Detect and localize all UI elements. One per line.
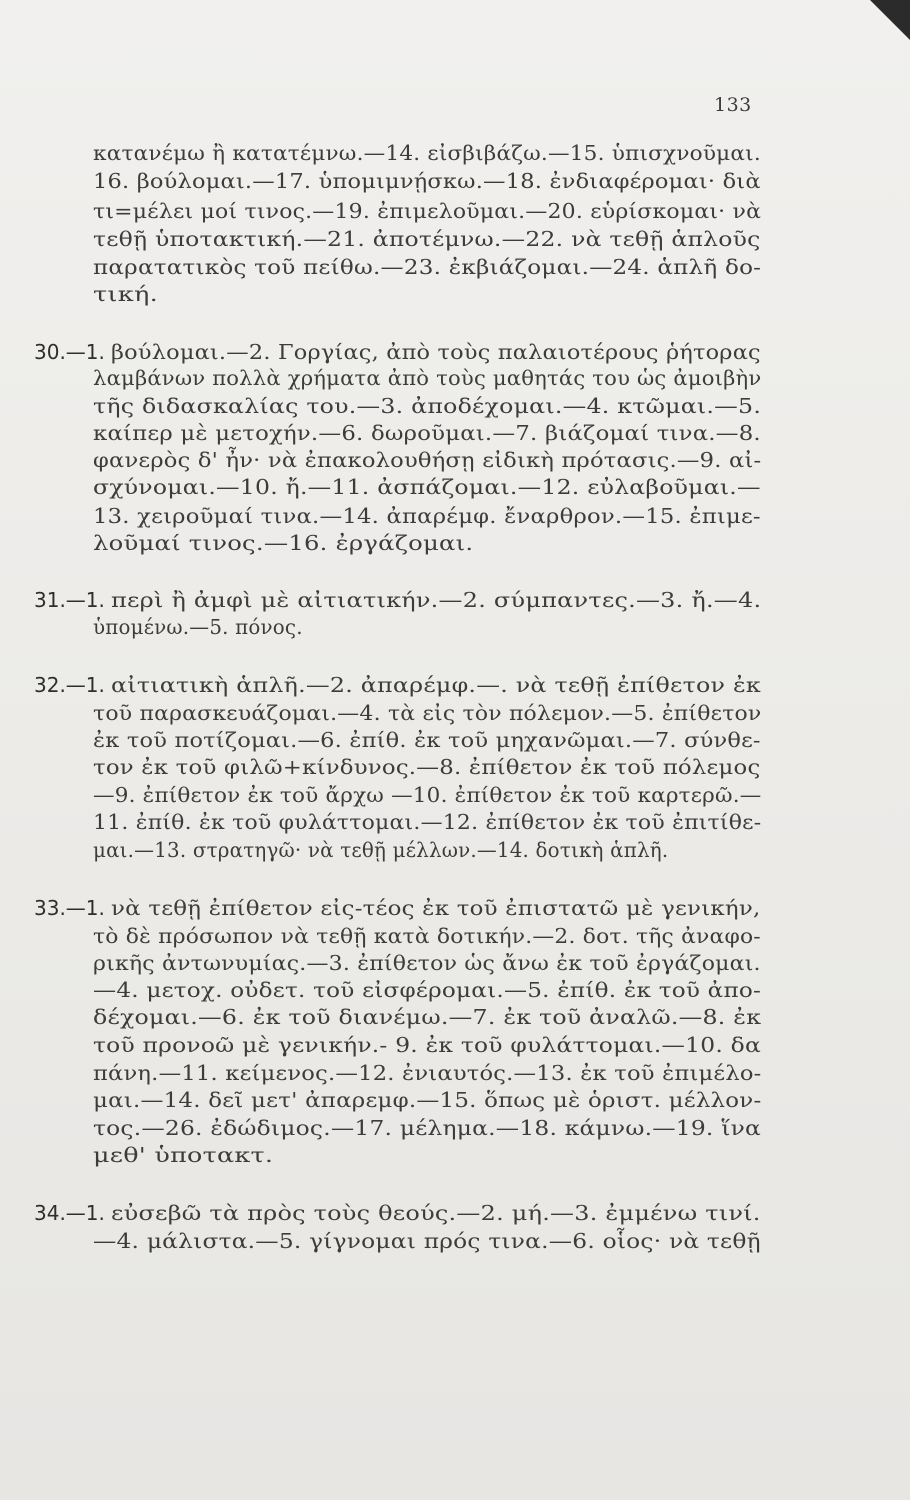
text-line: ὑπομένω.—5. πόνος. [93,615,303,639]
text-line: ἐκ τοῦ ποτίζομαι.—6. ἐπίθ. ἐκ τοῦ μηχανῶμαι.—7. σύνθε- [93,728,761,752]
text-line: δέχομαι.—6. ἐκ τοῦ διανέμω.—7. ἐκ τοῦ ἀναλῶ.—8. ἐκ [93,1005,762,1029]
text-line: τῆς διδασκαλίας του.—3. ἀποδέχομαι.—4. κτῶμαι.—5. [93,394,762,418]
text-line: νὰ τεθῇ ἐπίθετον εἰς-τέος ἐκ τοῦ ἐπιστατῶ μὲ γενικήν, [111,896,761,920]
text-line: 11. ἐπίθ. ἐκ τοῦ φυλάττομαι.—12. ἐπίθετον ἐκ τοῦ ἐπιτίθε- [93,810,762,834]
text-line: τὸ δὲ πρόσωπον νὰ τεθῇ κατὰ δοτικήν.—2. δοτ. τῆς ἀναφο- [93,924,761,948]
text-line: καίπερ μὲ μετοχήν.—6. δωροῦμαι.—7. βιάζομαί τινα.—8. [93,421,761,445]
text-line: —4. μάλιστα.—5. γίγνομαι πρός τινα.—6. οἷος· νὰ τεθῇ [93,1229,761,1253]
text-line: τον ἐκ τοῦ φιλῶ+κίνδυνος.—8. ἐπίθετον ἐκ τοῦ πόλεμος [93,755,761,779]
text-line: 13. χειροῦμαί τινα.—14. ἀπαρέμφ. ἔναρθρον.—15. ἐπιμε- [93,504,761,528]
text-line: περὶ ἢ ἀμφὶ μὲ αἰτιατικήν.—2. σύμπαντες.—3. ἤ.—4. [111,588,762,612]
section-marker: 34.—1. [34,1201,105,1225]
text-line: —4. μετοχ. οὐδετ. τοῦ εἰσφέρομαι.—5. ἐπίθ. ἐκ τοῦ ἀπο- [93,978,762,1002]
section-marker: 32.—1. [34,673,105,697]
section-marker: 33.—1. [34,896,105,920]
text-line: 16. βούλομαι.—17. ὑπομιμνῄσκω.—18. ἐνδιαφέρομαι· διὰ [93,169,761,193]
text-line: τοῦ παρασκευάζομαι.—4. τὰ εἰς τὸν πόλεμον.—5. ἐπίθετον [93,701,762,725]
text-line: μαι.—14. δεῖ μετ' ἀπαρεμφ.—15. ὅπως μὲ ὁριστ. μέλλον- [93,1088,762,1112]
text-line: εὐσεβῶ τὰ πρὸς τοὺς θεούς.—2. μή.—3. ἐμμένω τινί. [111,1201,761,1225]
page-corner-shadow [870,0,910,40]
text-line: τική. [93,282,158,306]
text-line: παρατατικὸς τοῦ πείθω.—23. ἐκβιάζομαι.—24. ἁπλῆ δο- [93,255,762,279]
text-line: μαι.—13. στρατηγῶ· νὰ τεθῇ μέλλων.—14. δοτικὴ ἁπλῆ. [93,838,669,862]
text-line: τι=μέλει μοί τινος.—19. ἐπιμελοῦμαι.—20. εὑρίσκομαι· νὰ [93,199,762,223]
text-line: τεθῇ ὑποτακτική.—21. ἀποτέμνω.—22. νὰ τεθῇ ἁπλοῦς [93,227,761,251]
text-line: βούλομαι.—2. Γοργίας, ἀπὸ τοὺς παλαιοτέρους ῥήτορας [111,340,761,364]
section-marker: 31.—1. [34,588,105,612]
page-number: 133 [714,94,752,116]
text-line: μεθ' ὑποτακτ. [93,1143,274,1167]
section-marker: 30.—1. [34,340,105,364]
text-line: τοῦ προνοῶ μὲ γενικήν.- 9. ἐκ τοῦ φυλάττομαι.—10. δα [93,1033,761,1057]
text-line: —9. ἐπίθετον ἐκ τοῦ ἄρχω —10. ἐπίθετον ἐκ τοῦ καρτερῶ.— [93,783,762,807]
text-line: λαμβάνων πολλὰ χρήματα ἀπὸ τοὺς μαθητάς του ὡς ἀμοιβὴν [93,366,762,390]
text-line: πάνη.—11. κείμενος.—12. ἐνιαυτός.—13. ἐκ τοῦ ἐπιμέλο- [93,1061,762,1085]
text-line: ρικῆς ἀντωνυμίας.—3. ἐπίθετον ὡς ἄνω ἐκ τοῦ ἐργάζομαι. [93,951,761,975]
text-line: κατανέμω ἢ κατατέμνω.—14. εἰσβιβάζω.—15. ὑπισχνοῦμαι. [93,141,761,165]
text-line: σχύνομαι.—10. ἤ.—11. ἀσπάζομαι.—12. εὐλαβοῦμαι.— [93,475,761,499]
text-line: τος.—26. ἐδώδιμος.—17. μέλημα.—18. κάμνω.—19. ἵνα [93,1116,761,1140]
text-line: αἰτιατικὴ ἁπλῆ.—2. ἀπαρέμφ.—. νὰ τεθῇ ἐπίθετον ἐκ [111,673,762,697]
text-line: φανερὸς δ' ἦν· νὰ ἐπακολουθήσῃ εἰδικὴ πρότασις.—9. αἰ- [93,448,762,472]
text-line: λοῦμαί τινος.—16. ἐργάζομαι. [93,531,474,555]
